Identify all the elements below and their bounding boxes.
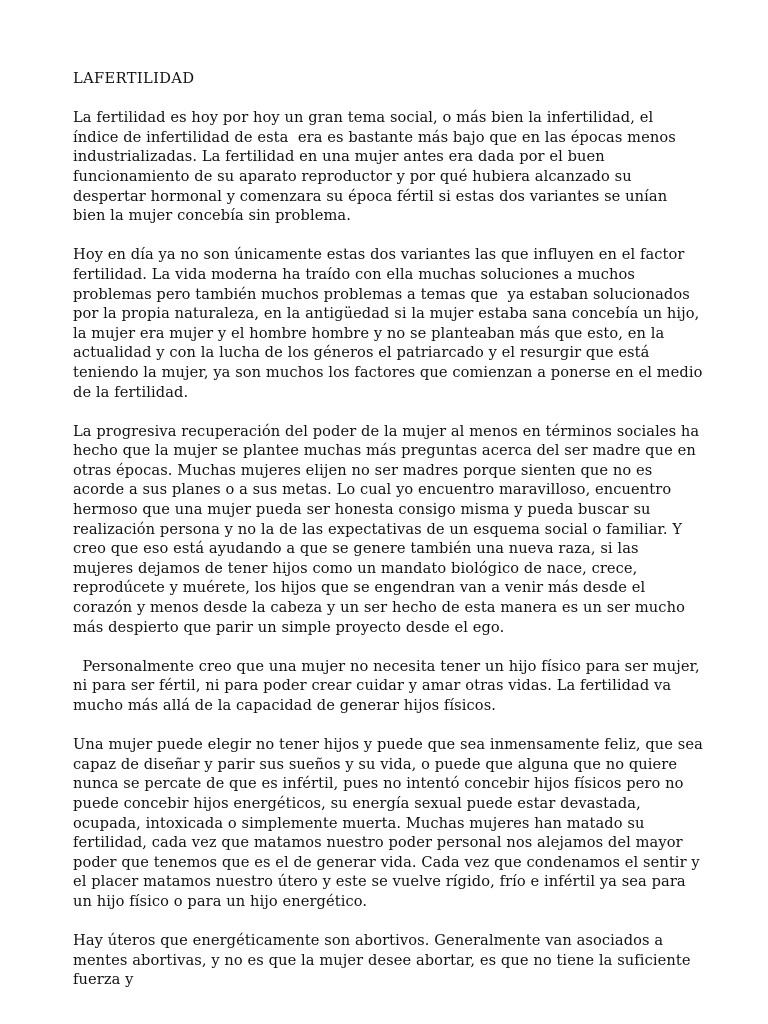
document-body bbox=[73, 69, 708, 1010]
paragraph-4: Personalmente creo que una mujer no necesita tener un hijo físico para ser mujer, ni para ser fértil, ni para poder crear cuidar y amar otras vidas. La fertilidad va mucho más allá de la capacidad de generar hijos físicos. bbox=[73, 657, 705, 714]
paragraph-3: La progresiva recuperación del poder de la mujer al menos en términos sociales ha hecho que la mujer se plantee muchas más preguntas acerca del ser madre que en otras épocas. Muchas mujeres elijen no ser madres porque sienten que no es acorde a sus planes o a sus metas. Lo cual yo encuentro maravilloso, encuentro hermoso que una mujer pueda ser honesta consigo misma y pueda buscar su realización persona y no la de las expectativas de un esquema social o familiar. Y creo que eso está ayudando a que se genere también una nueva raza, si las mujeres dejamos de tener hijos como un mandato biológico de nace, crece, reprodúcete y muérete, los hijos que se engendran van a venir más desde el corazón y menos desde la cabeza y un ser hecho de esta manera es un ser mucho más despierto que parir un simple proyecto desde el ego. bbox=[73, 422, 704, 636]
paragraph-1: La fertilidad es hoy por hoy un gran tema social, o más bien la infertilidad, el índice de infertilidad de esta era es bastante más bajo que en las épocas menos industrializadas. La fertilidad en una mujer antes era dada por el buen funcionamiento de su aparato reproductor y por qué hubiera alcanzado su despertar hormonal y comenzara su época fértil si estas dos variantes se unían bien la mujer concebía sin problema. bbox=[73, 109, 681, 225]
paragraph-6: Hay úteros que energéticamente son abortivos. Generalmente van asociados a mentes abortivas, y no es que la mujer desee abortar, es que no tiene la suficiente fuerza y bbox=[73, 932, 696, 989]
paragraph-2: Hoy en día ya no son únicamente estas dos variantes las que influyen en el factor fertilidad. La vida moderna ha traído con ella muchas soluciones a muchos problemas pero también muchos problemas a temas que ya estaban solucionados por la propia naturaleza, en la antigüedad si la mujer estaba sana concebía un hijo, la mujer era mujer y el hombre hombre y no se planteaban más que esto, en la actualidad y con la lucha de los géneros el patriarcado y el resurgir que está teniendo la mujer, ya son muchos los factores que comienzan a ponerse en el medio de la fertilidad. bbox=[73, 246, 708, 401]
paragraph-5: Una mujer puede elegir no tener hijos y puede que sea inmensamente feliz, que sea capaz de diseñar y parir sus sueños y su vida, o puede que alguna que no quiere nunca se percate de que es infértil, pues no intentó concebir hijos físicos pero no puede concebir hijos energéticos, su energía sexual puede estar devastada, ocupada, intoxicada o simplemente muerta. Muchas mujeres han matado su fertilidad, cada vez que matamos nuestro poder personal nos alejamos del mayor poder que tenemos que es el de generar vida. Cada vez que condenamos el sentir y el placer matamos nuestro útero y este se vuelve rígido, frío e infértil ya sea para un hijo físico o para un hijo energético. bbox=[73, 736, 708, 910]
document-title: LAFERTILIDAD bbox=[73, 70, 195, 87]
